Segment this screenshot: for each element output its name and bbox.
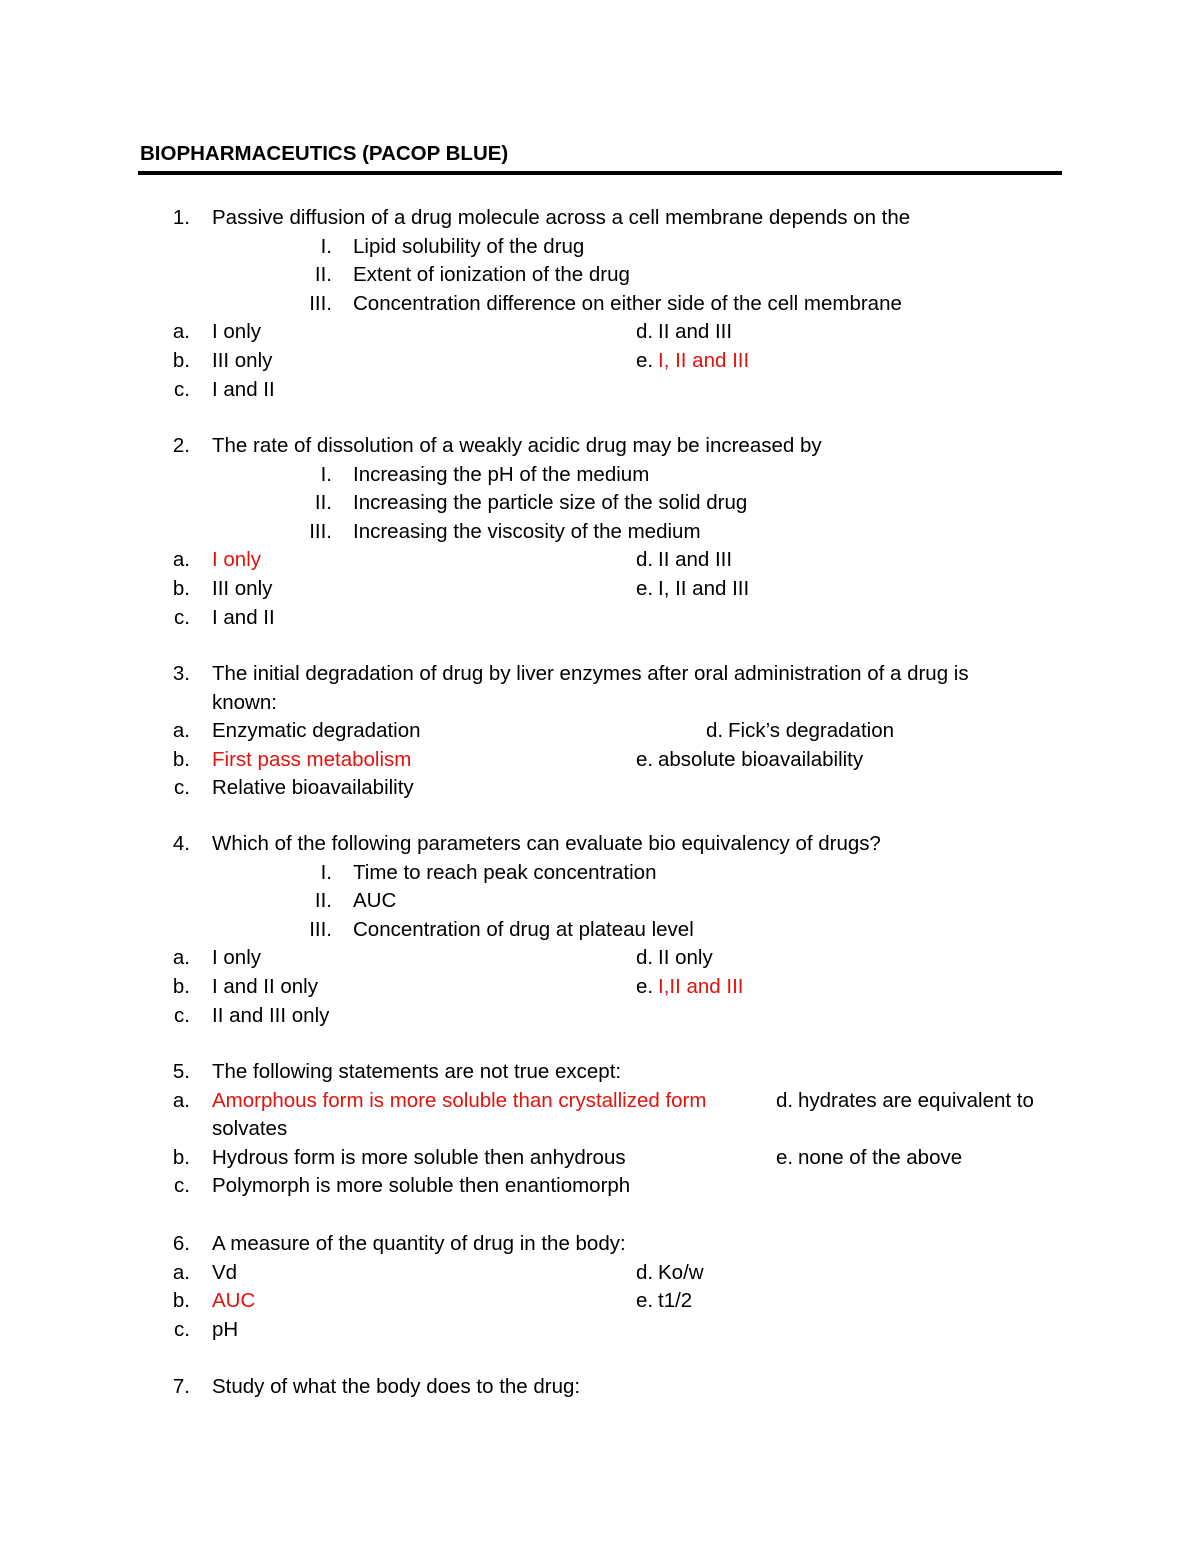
statement-numeral: II.	[314, 263, 332, 287]
statement-text: Increasing the pH of the medium	[353, 462, 650, 486]
option-text: none of the above	[798, 1145, 963, 1169]
option-text: I and II	[212, 377, 275, 401]
statement-text: Time to reach peak concentration	[353, 860, 657, 884]
option-letter: c.	[174, 1317, 190, 1341]
option-letter: c.	[174, 1003, 190, 1027]
option-letter: b.	[172, 975, 190, 998]
option-letter: a.	[172, 1260, 190, 1284]
option-text: I only	[212, 548, 261, 572]
option-letter: b.	[172, 1289, 190, 1313]
option-text: I and II	[212, 605, 275, 629]
option-text: AUC	[212, 1289, 256, 1313]
option-text: First pass metabolism	[212, 747, 412, 771]
option-text: I, II and III	[658, 577, 750, 600]
question-number: 3.	[172, 662, 190, 685]
option-text: II and III only	[212, 1003, 330, 1027]
question-stem: Passive diffusion of a drug molecule across a cell membrane depends on the	[212, 206, 911, 229]
question-stem: Study of what the body does to the drug:	[212, 1375, 581, 1398]
document-title: BIOPHARMACEUTICS (PACOP BLUE)	[140, 142, 509, 165]
question-stem: The rate of dissolution of a weakly acidic drug may be increased by	[212, 434, 822, 457]
question-number: 5.	[172, 1060, 190, 1083]
statement-text: Concentration of drug at plateau level	[353, 917, 694, 941]
question-number: 2.	[172, 434, 190, 457]
statement-text: Extent of ionization of the drug	[353, 263, 630, 287]
option-letter: e.	[636, 577, 654, 600]
option-letter: b.	[172, 747, 190, 771]
title-rule	[138, 171, 1062, 175]
question-number: 4.	[172, 832, 190, 855]
option-text: I only	[212, 946, 261, 970]
option-letter: e.	[776, 1145, 794, 1169]
option-continuation: solvates	[212, 1117, 288, 1141]
statement-numeral: I.	[320, 462, 332, 486]
option-letter: a.	[172, 1088, 190, 1112]
option-letter: d.	[706, 719, 724, 743]
option-text: I,II and III	[658, 975, 744, 998]
option-letter: b.	[172, 577, 190, 600]
statement-text: Increasing the viscosity of the medium	[353, 519, 701, 543]
option-letter: a.	[172, 548, 190, 572]
statement-numeral: I.	[320, 860, 332, 884]
option-text: absolute bioavailability	[658, 747, 864, 771]
option-text: I and II only	[212, 975, 318, 998]
statement-text: AUC	[353, 889, 397, 913]
option-letter: c.	[174, 1174, 190, 1198]
statement-numeral: II.	[314, 889, 332, 913]
option-text: III only	[212, 349, 273, 372]
option-letter: a.	[172, 719, 190, 743]
option-text: Amorphous form is more soluble than crystallized form	[212, 1088, 707, 1112]
option-text: I, II and III	[658, 349, 750, 372]
option-letter: b.	[172, 1145, 190, 1169]
statement-numeral: II.	[314, 491, 332, 515]
option-letter: e.	[636, 747, 654, 771]
option-letter: d.	[636, 548, 654, 572]
option-text: I only	[212, 320, 261, 344]
statement-numeral: I.	[320, 234, 332, 258]
option-text: Vd	[212, 1260, 238, 1284]
option-letter: c.	[174, 776, 190, 800]
option-text: pH	[212, 1317, 239, 1341]
option-letter: e.	[636, 975, 654, 998]
statement-text: Increasing the particle size of the solid drug	[353, 491, 748, 515]
question-stem: known:	[212, 690, 277, 714]
question-stem: The initial degradation of drug by liver enzymes after oral administration of a drug is	[212, 662, 969, 685]
question-number: 6.	[172, 1232, 190, 1255]
option-letter: e.	[636, 1289, 654, 1313]
option-letter: d.	[636, 320, 654, 344]
option-letter: a.	[172, 320, 190, 344]
option-text: Polymorph is more soluble then enantiomorph	[212, 1174, 631, 1198]
question-stem: A measure of the quantity of drug in the body:	[212, 1232, 626, 1255]
statement-numeral: III.	[309, 917, 332, 941]
option-text: III only	[212, 577, 273, 600]
statement-numeral: III.	[309, 291, 332, 315]
option-letter: e.	[636, 349, 654, 372]
option-text: t1/2	[658, 1289, 693, 1313]
option-text: hydrates are equivalent to	[798, 1088, 1034, 1112]
option-text: Ko/w	[658, 1260, 704, 1284]
option-letter: d.	[636, 1260, 654, 1284]
option-letter: d.	[636, 946, 654, 970]
statement-numeral: III.	[309, 519, 332, 543]
question-number: 7.	[172, 1375, 190, 1398]
statement-text: Lipid solubility of the drug	[353, 234, 585, 258]
option-letter: c.	[174, 605, 190, 629]
option-letter: a.	[172, 946, 190, 970]
question-stem: The following statements are not true except:	[212, 1060, 622, 1083]
question-number: 1.	[172, 206, 190, 229]
option-text: Hydrous form is more soluble then anhydrous	[212, 1145, 626, 1169]
question-stem: Which of the following parameters can evaluate bio equivalency of drugs?	[212, 832, 881, 855]
option-text: II and III	[658, 320, 733, 344]
option-text: Enzymatic degradation	[212, 719, 421, 743]
option-text: Relative bioavailability	[212, 776, 414, 800]
option-text: Fick’s degradation	[728, 719, 894, 743]
option-text: II only	[658, 946, 713, 970]
option-letter: d.	[776, 1088, 794, 1112]
option-text: II and III	[658, 548, 733, 572]
option-letter: c.	[174, 377, 190, 401]
statement-text: Concentration difference on either side of the cell membrane	[353, 291, 902, 315]
option-letter: b.	[172, 349, 190, 372]
